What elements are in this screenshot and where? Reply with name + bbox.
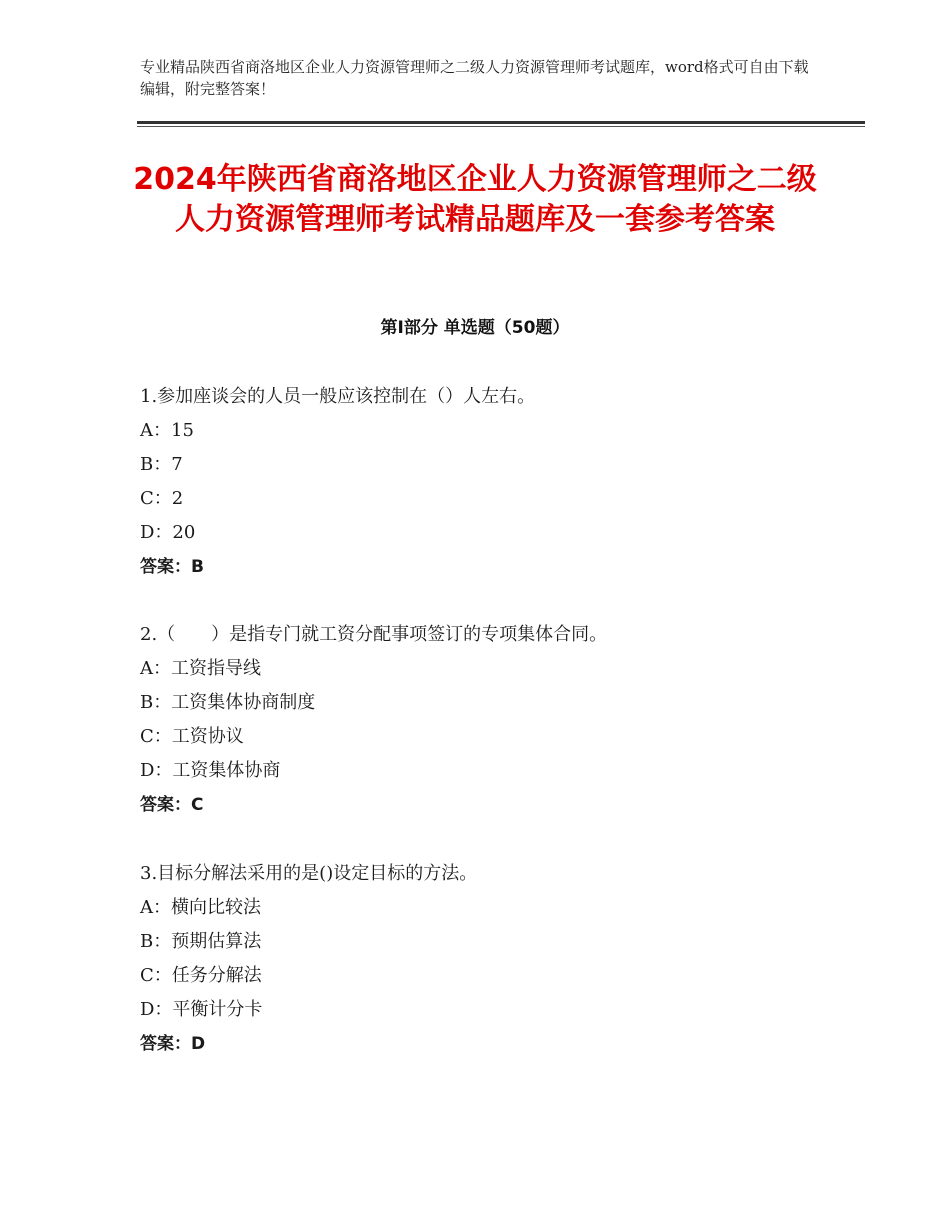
option-b: B：预期估算法 <box>140 931 262 952</box>
option-a: A：15 <box>140 420 194 441</box>
question-stem: 1.参加座谈会的人员一般应该控制在（）人左右。 <box>140 386 536 407</box>
answer-line: 答案：B <box>140 557 204 577</box>
option-c: C：2 <box>140 488 184 509</box>
option-d: D：平衡计分卡 <box>140 999 263 1020</box>
header-note: 专业精品陕西省商洛地区企业人力资源管理师之二级人力资源管理师考试题库，word格式可自由下载编辑，附完整答案！ <box>140 58 809 98</box>
header-rule-thin <box>137 126 865 127</box>
question-2 <box>140 618 840 822</box>
option-d: D：20 <box>140 522 196 543</box>
option-a: A：工资指导线 <box>140 658 261 679</box>
document-title: 2024年陕西省商洛地区企业人力资源管理师之二级人力资源管理师考试精品题库及一套参考答案 <box>133 162 817 237</box>
option-b: B：7 <box>140 454 183 475</box>
question-1 <box>140 380 840 584</box>
header-rule-thick <box>137 121 865 124</box>
option-c: C：任务分解法 <box>140 965 262 986</box>
option-d: D：工资集体协商 <box>140 760 281 781</box>
answer-line: 答案：D <box>140 1034 206 1054</box>
option-c: C：工资协议 <box>140 726 244 747</box>
question-stem: 3.目标分解法采用的是()设定目标的方法。 <box>140 863 478 884</box>
option-a: A：横向比较法 <box>140 897 261 918</box>
question-stem: 2.（ ）是指专门就工资分配事项签订的专项集体合同。 <box>140 624 608 645</box>
option-b: B：工资集体协商制度 <box>140 692 316 713</box>
section-heading: 第Ⅰ部分 单选题（50题） <box>380 318 570 338</box>
answer-line: 答案：C <box>140 795 204 815</box>
question-3 <box>140 857 840 1061</box>
